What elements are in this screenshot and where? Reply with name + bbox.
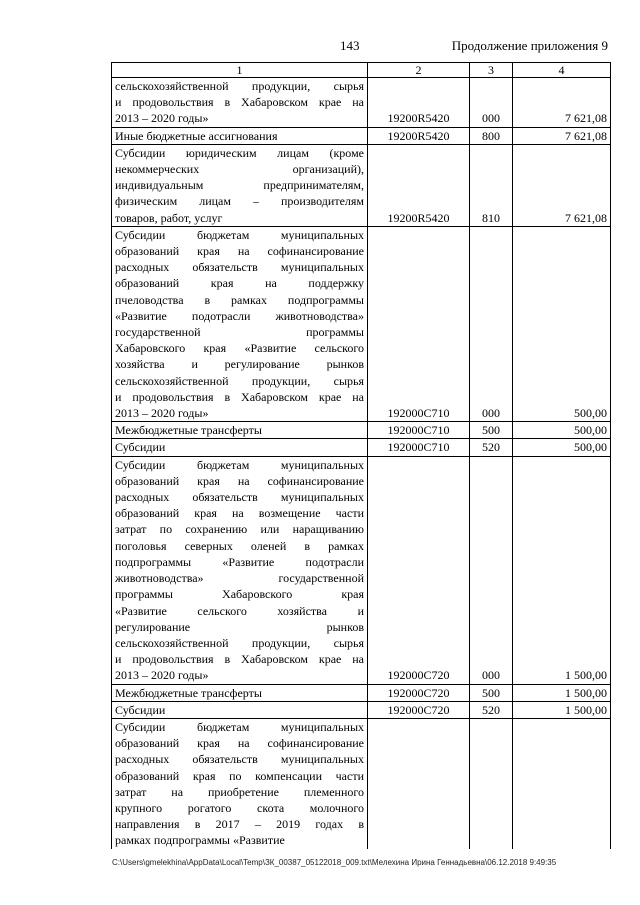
expense-type-code: 500 bbox=[470, 684, 513, 701]
target-article-code: 192000С720 bbox=[368, 701, 470, 718]
table-row bbox=[112, 422, 611, 439]
row-description bbox=[112, 718, 368, 848]
description-line: расходных обязательств муниципальных bbox=[115, 752, 364, 767]
table-row bbox=[112, 226, 611, 421]
row-description bbox=[112, 456, 368, 684]
target-article-code: 192000С710 bbox=[368, 439, 470, 456]
description-line: рамках подпрограммы «Развитие bbox=[115, 833, 285, 848]
appendix-continuation-label: Продолжение приложения 9 bbox=[451, 38, 608, 53]
row-description bbox=[112, 439, 368, 456]
description-line: программы Хабаровского края bbox=[115, 587, 364, 602]
description-line: крупного рогатого скота молочного bbox=[115, 800, 364, 815]
description-line: хозяйства и регулирование рынков bbox=[115, 357, 364, 372]
row-description bbox=[112, 144, 368, 226]
expense-type-code: 810 bbox=[470, 144, 513, 226]
amount-value: 1 500,00 bbox=[513, 701, 611, 718]
row-description bbox=[112, 701, 368, 718]
description-line: некоммерческих организаций), bbox=[115, 162, 364, 177]
description-line: регулирование рынков bbox=[115, 619, 364, 634]
description-line: затрат по сохранению или наращиванию bbox=[115, 522, 364, 537]
description-line: животноводства» государственной bbox=[115, 571, 364, 586]
column-number-row bbox=[112, 63, 611, 78]
description-line: расходных обязательств муниципальных bbox=[115, 490, 364, 505]
row-description bbox=[112, 684, 368, 701]
description-line: Хабаровского края «Развитие сельского bbox=[115, 341, 364, 356]
description-line: 2013 – 2020 годы» bbox=[115, 111, 209, 126]
description-line: образований края на софинансирование bbox=[115, 473, 364, 488]
description-line: «Развитие сельского хозяйства и bbox=[115, 603, 364, 618]
table-row bbox=[112, 439, 611, 456]
amount-value: 500,00 bbox=[513, 226, 611, 421]
table-row bbox=[112, 127, 611, 144]
description-line: подпрограммы «Развитие подотрасли bbox=[115, 554, 364, 569]
description-line: образований края на софинансирование bbox=[115, 244, 364, 259]
budget-table bbox=[111, 62, 611, 849]
expense-type-code: 520 bbox=[470, 701, 513, 718]
description-line: образований края на поддержку bbox=[115, 276, 364, 291]
amount-value bbox=[513, 718, 611, 848]
amount-value: 500,00 bbox=[513, 439, 611, 456]
row-description bbox=[112, 226, 368, 421]
description-line: Субсидии bbox=[115, 702, 166, 717]
table-row bbox=[112, 684, 611, 701]
amount-value: 500,00 bbox=[513, 422, 611, 439]
amount-value: 7 621,08 bbox=[513, 127, 611, 144]
expense-type-code bbox=[470, 718, 513, 848]
expense-type-code: 800 bbox=[470, 127, 513, 144]
description-line: сельскохозяйственной продукции, сырья bbox=[115, 635, 364, 650]
description-line: Межбюджетные трансферты bbox=[115, 423, 262, 438]
row-description bbox=[112, 422, 368, 439]
column-header-1: 1 bbox=[112, 63, 368, 78]
description-line: образований края на возмещение части bbox=[115, 506, 364, 521]
expense-type-code: 520 bbox=[470, 439, 513, 456]
description-line: государственной программы bbox=[115, 325, 364, 340]
expense-type-code: 000 bbox=[470, 226, 513, 421]
description-line: сельскохозяйственной продукции, сырья bbox=[115, 79, 364, 93]
description-line: Межбюджетные трансферты bbox=[115, 685, 262, 700]
expense-type-code: 000 bbox=[470, 78, 513, 128]
amount-value: 7 621,08 bbox=[513, 144, 611, 226]
target-article-code: 19200R5420 bbox=[368, 127, 470, 144]
target-article-code bbox=[368, 718, 470, 848]
row-description bbox=[112, 127, 368, 144]
target-article-code: 19200R5420 bbox=[368, 78, 470, 128]
description-line: пчеловодства в рамках подпрограммы bbox=[115, 292, 364, 307]
target-article-code: 19200R5420 bbox=[368, 144, 470, 226]
description-line: образований края по компенсации части bbox=[115, 768, 364, 783]
description-line: расходных обязательств муниципальных bbox=[115, 260, 364, 275]
target-article-code: 192000С710 bbox=[368, 422, 470, 439]
description-line: 2013 – 2020 годы» bbox=[115, 406, 209, 421]
amount-value: 1 500,00 bbox=[513, 684, 611, 701]
amount-value: 1 500,00 bbox=[513, 456, 611, 684]
description-line: физическим лицам – производителям bbox=[115, 194, 364, 209]
column-header-2: 2 bbox=[368, 63, 470, 78]
description-line: товаров, работ, услуг bbox=[115, 210, 223, 225]
description-line: Субсидии бюджетам муниципальных bbox=[115, 227, 364, 242]
column-header-3: 3 bbox=[470, 63, 513, 78]
description-line: Субсидии бюджетам муниципальных bbox=[115, 719, 364, 734]
table-row bbox=[112, 456, 611, 684]
table-row bbox=[112, 144, 611, 226]
document-file-path: C:\Users\gmelekhina\AppData\Local\Temp\ЗК_00387_05122018_009.txt\Мелехина Ирина Геннадьевна\06.12.2018 9:49:35 bbox=[112, 858, 557, 867]
description-line: Субсидии bbox=[115, 440, 166, 455]
description-line: Субсидии бюджетам муниципальных bbox=[115, 457, 364, 472]
description-line: поголовья северных оленей в рамках bbox=[115, 538, 364, 553]
table-row bbox=[112, 718, 611, 848]
description-line: «Развитие подотрасли животноводства» bbox=[115, 308, 364, 323]
amount-value: 7 621,08 bbox=[513, 78, 611, 128]
target-article-code: 192000С720 bbox=[368, 684, 470, 701]
description-line: затрат на приобретение племенного bbox=[115, 784, 364, 799]
expense-type-code: 500 bbox=[470, 422, 513, 439]
description-line: Иные бюджетные ассигнования bbox=[115, 128, 278, 143]
description-line: сельскохозяйственной продукции, сырья bbox=[115, 373, 364, 388]
description-line: и продовольствия в Хабаровском крае на bbox=[115, 389, 364, 404]
page-number: 143 bbox=[340, 38, 360, 53]
expense-type-code: 000 bbox=[470, 456, 513, 684]
row-description bbox=[112, 78, 368, 128]
target-article-code: 192000С720 bbox=[368, 456, 470, 684]
table-row bbox=[112, 78, 611, 128]
table-row bbox=[112, 701, 611, 718]
description-line: индивидуальным предпринимателям, bbox=[115, 178, 364, 193]
target-article-code: 192000С710 bbox=[368, 226, 470, 421]
description-line: образований края на софинансирование bbox=[115, 736, 364, 751]
description-line: Субсидии юридическим лицам (кроме bbox=[115, 145, 364, 160]
description-line: и продовольствия в Хабаровском крае на bbox=[115, 95, 364, 110]
column-header-4: 4 bbox=[513, 63, 611, 78]
description-line: направления в 2017 – 2019 годах в bbox=[115, 817, 364, 832]
table-body bbox=[112, 78, 611, 849]
description-line: и продовольствия в Хабаровском крае на bbox=[115, 652, 364, 667]
description-line: 2013 – 2020 годы» bbox=[115, 668, 209, 683]
